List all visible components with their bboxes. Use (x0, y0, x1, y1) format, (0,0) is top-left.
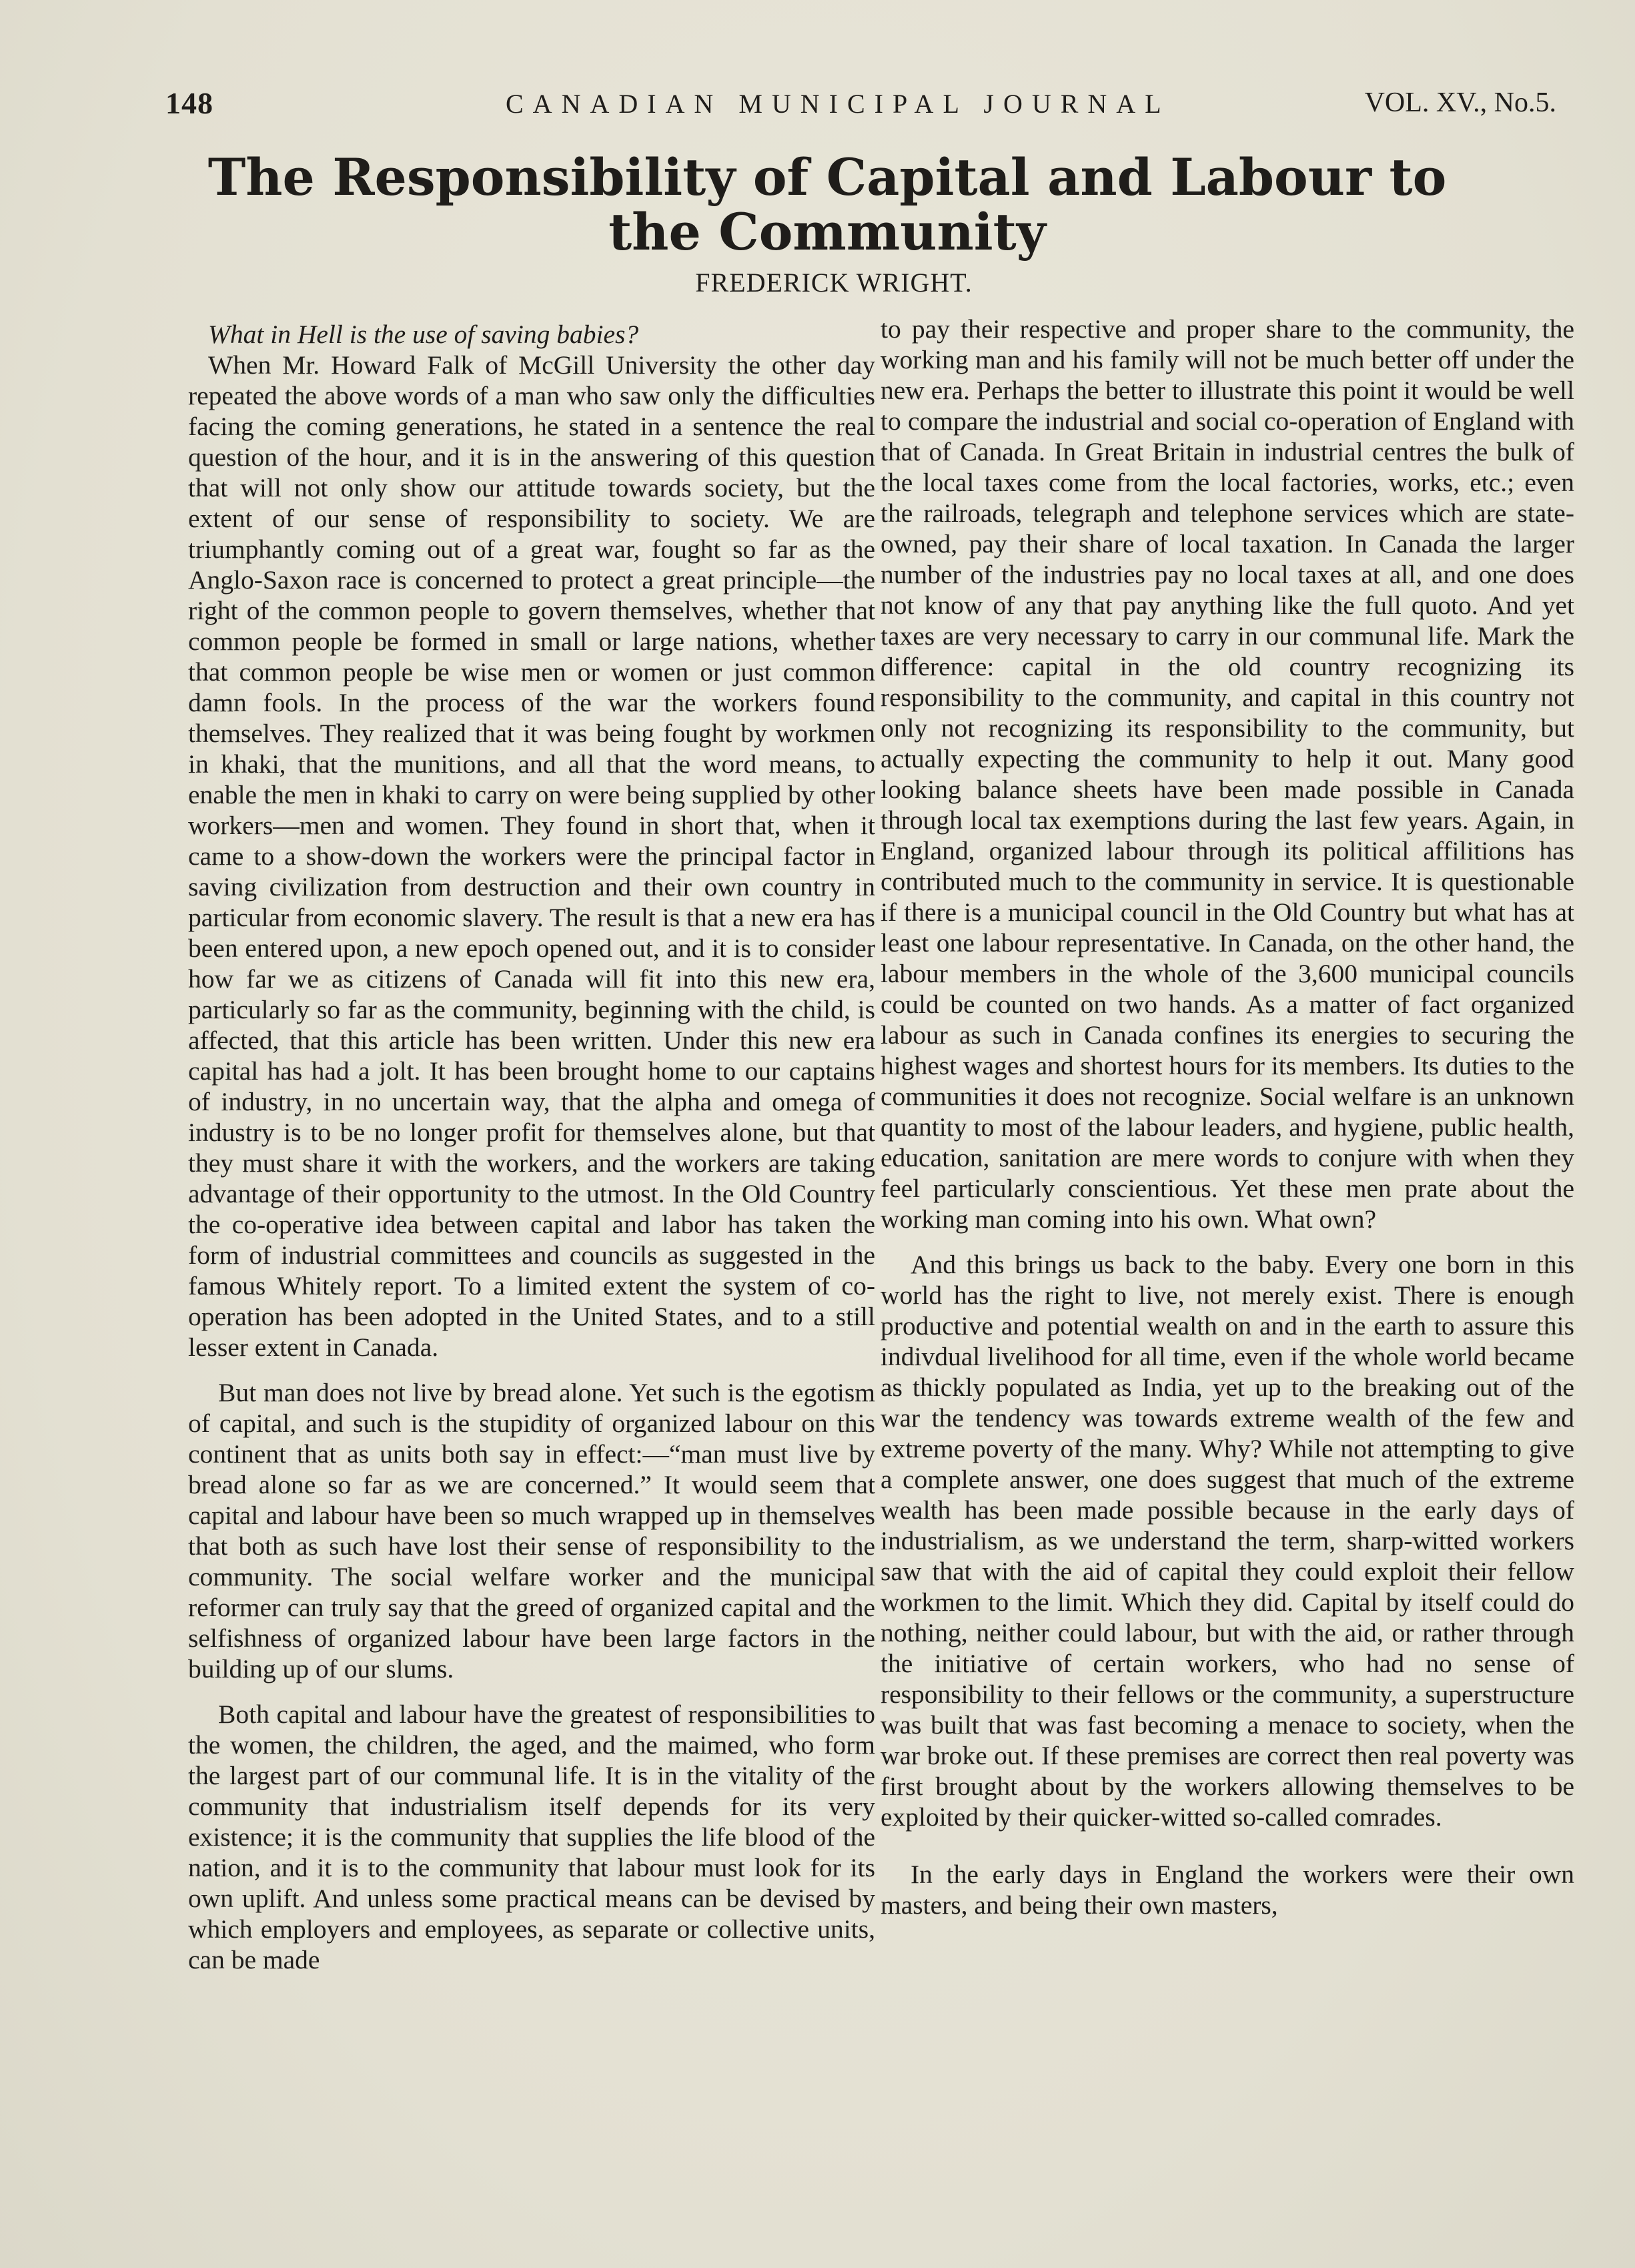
paragraph: But man does not live by bread alone. Yet such is the egotism of capital, and such is the stupidity of organized labour on this continent that as units both say in effect:—“man must live by bread alone so far as we are concerned.” It would seem that capital and labour have been so much wrapped up in themselves that both as such have lost their sense of responsibility to the community. The social welfare worker and the municipal reformer can truly say that the greed of organized capital and the selfishness of organized labour have been large factors in the building up of our slums. (188, 1378, 875, 1683)
volume-number: VOL. XV., No.5. (1364, 87, 1556, 118)
left-column (188, 319, 875, 1975)
article-title: The Responsibility of Capital and Labour to the Community (207, 147, 1447, 262)
article-author: FREDERICK WRIGHT. (695, 268, 973, 298)
journal-name: CANADIAN MUNICIPAL JOURNAL (506, 89, 1171, 119)
paragraph: When Mr. Howard Falk of McGill University the other day repeated the above words of a man who saw only the difficulties facing the coming generations, he stated in a sentence the real question of the hour, and it is in the answering of this question that will not only show our attitude towards society, but the extent of our sense of responsibility to society. We are triumphantly coming out of a great war, fought so far as the Anglo-Saxon race is concerned to protect a great principle—the right of the common people to govern themselves, whether that common people be formed in small or large nations, whether that common people be wise men or women or just common damn fools. In the process of the war the workers found themselves. They realized that it was being fought by workmen in khaki, that the munitions, and all that the word means, to enable the men in khaki to carry on were being supplied by other workers—men and women. They found in short that, when it came to a show-down the workers were the principal factor in saving civilization from destruction and their own country in particular from economic slavery. The result is that a new era has been entered upon, a new epoch opened out, and it is to consider how far we as citizens of Canada will fit into this new era, particularly so far as the community, beginning with the child, is affected, that this article has been written. Under this new era capital has had a jolt. It has been brought home to our captains of industry, in no uncertain way, that the alpha and omega of industry is to be no longer profit for themselves alone, but that they must share it with the workers, and the workers are taking advantage of their opportunity to the utmost. In the Old Country the co-operative idea between capital and labor has taken the form of industrial committees and councils as suggested in the famous Whitely report. To a limited extent the system of co-operation has been adopted in the United States, and to a still lesser extent in Canada. (188, 350, 875, 1362)
paragraph: And this brings us back to the baby. Every one born in this world has the right to live, not merely exist. There is enough productive and potential wealth on and in the earth to assure this indivdual livelihood for all time, even if the whole world became as thickly populated as India, yet up to the breaking out of the war the tendency was towards extreme wealth of the few and extreme poverty of the many. Why? While not attempting to give a complete answer, one does suggest that much of the extreme wealth has been made possible because in the early days of industrialism, as we understand the term, sharp-witted workers saw that with the aid of capital they could exploit their fellow workmen to the limit. Which they did. Capital by itself could do nothing, neither could labour, but with the aid, or rather through the initiative of certain workers, who had no sense of responsibility to their fellows or the community, a superstructure was built that was fast becoming a menace to society, when the war broke out. If these premises are correct then real poverty was first brought about by the workers allowing themselves to be exploited by their quicker-witted so-called comrades. (881, 1250, 1574, 1832)
page-number: 148 (165, 86, 213, 120)
paragraph: to pay their respective and proper share to the community, the working man and his family will not be much better off under the new era. Perhaps the better to illustrate this point it would be well to compare the industrial and social co-operation of England with that of Canada. In Great Britain in industrial centres the bulk of the local taxes come from the local factories, works, etc.; even the railroads, telegraph and telephone services which are state-owned, pay their share of local taxation. In Canada the larger number of the industries pay no local taxes at all, and one does not know of any that pay anything like the full quoto. And yet taxes are very necessary to carry in our communal life. Mark the difference: capital in the old country recognizing its responsibility to the community, and capital in this country not only not recognizing its responsibility to the community, but actually expecting the community to help it out. Many good looking balance sheets have been made possible in Canada through local tax exemptions during the last few years. Again, in England, organized labour through its political affilitions has contributed much to the community in service. It is questionable if there is a municipal council in the Old Country but what has at least one labour representative. In Canada, on the other hand, the labour members in the whole of the 3,600 municipal councils could be counted on two hands. As a matter of fact organized labour as such in Canada confines its energies to securing the highest wages and shortest hours for its members. Its duties to the communities it does not recognize. Social welfare is an unknown quantity to most of the labour leaders, and hygiene, public health, education, sanitation are mere words to conjure with when they feel particularly conscientious. Yet these men prate about the working man coming into his own. What own? (881, 314, 1574, 1234)
right-column (881, 314, 1574, 1920)
lead-quote: What in Hell is the use of saving babies? (208, 320, 639, 349)
paragraph: Both capital and labour have the greatest of responsibilities to the women, the children, the aged, and the maimed, who form the largest part of our communal life. It is in the vitality of the community that industrialism itself depends for its very existence; it is the community that supplies the life blood of the nation, and it is to the community that labour must look for its own uplift. And unless some practical means can be devised by which employers and employees, as separate or collective units, can be made (188, 1699, 875, 1974)
running-header (165, 85, 1556, 139)
paragraph: In the early days in England the workers were their own masters, and being their own masters, (881, 1860, 1574, 1920)
